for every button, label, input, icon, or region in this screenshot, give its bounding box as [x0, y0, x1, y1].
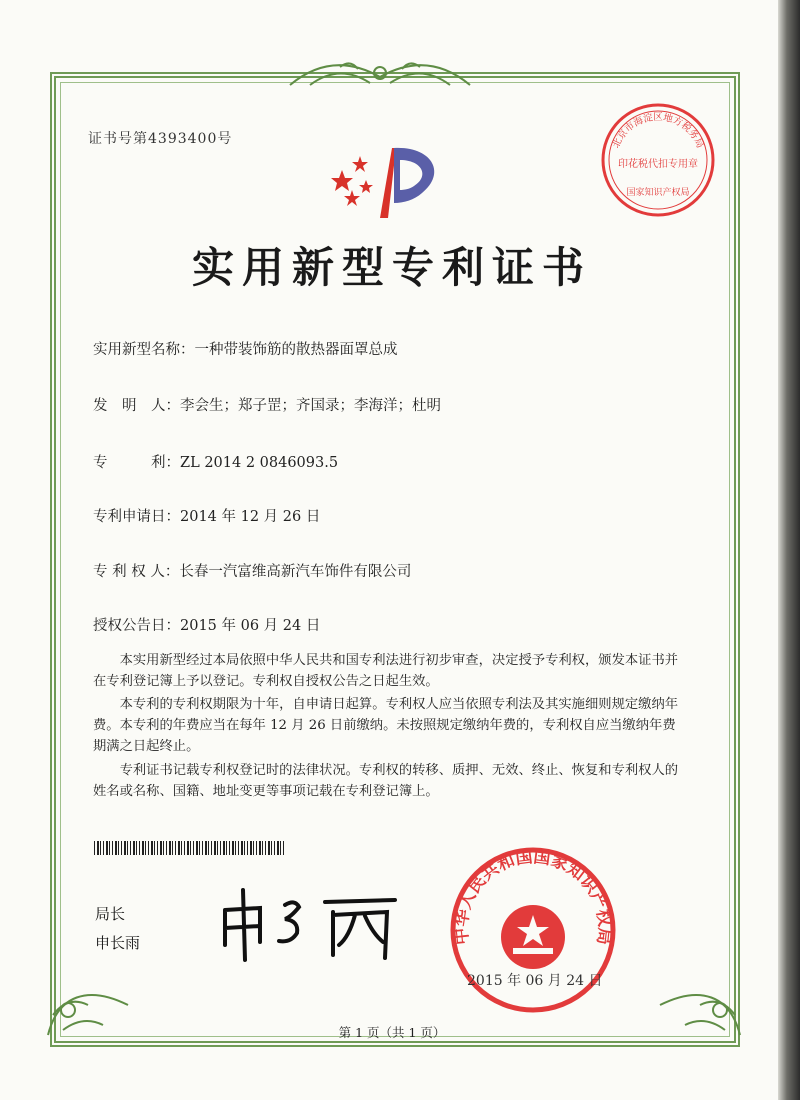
- grant-date-value: 2015 年 06 月 24 日: [180, 618, 321, 634]
- page-number: 第 1 页（共 1 页）: [338, 1025, 446, 1040]
- body-paragraph-3: [93, 760, 683, 802]
- filing-date-label: 专利申请日：: [93, 509, 180, 525]
- grant-date-label: 授权公告日：: [93, 618, 180, 634]
- tax-seal-arc-text: 北京市海淀区地方税务局: [610, 112, 706, 150]
- body-paragraph-1: [93, 650, 683, 692]
- field-utility-model-name: [93, 338, 398, 359]
- scan-edge: [778, 0, 800, 1100]
- top-ornament: [280, 55, 480, 95]
- body-paragraph-3-text: 专利证书记载专利权登记时的法律状况。专利权的转移、质押、无效、终止、恢复和专利权人的姓名或名称、国籍、地址变更等事项记载在专利登记簿上。: [93, 763, 679, 799]
- certificate-number: 证书号第4393400号: [88, 131, 233, 147]
- field-patent-number: [93, 451, 338, 472]
- director-title: 局长: [95, 905, 126, 923]
- director-signature: [215, 880, 405, 965]
- body-paragraph-2: [93, 694, 683, 757]
- utility-model-name-label: 实用新型名称：: [93, 342, 195, 358]
- big-seal-arc-text: 中华人民共和国国家知识产权局: [451, 847, 615, 946]
- field-filing-date: [93, 505, 320, 526]
- inventor-label: 发 明 人：: [93, 398, 180, 414]
- patent-number-label: 专 利：: [93, 455, 180, 471]
- tax-seal-bottom-text: 国家知识产权局: [626, 188, 690, 198]
- filing-date-value: 2014 年 12 月 26 日: [180, 509, 321, 525]
- tax-stamp-seal: [598, 100, 718, 220]
- field-patentee: [93, 560, 411, 581]
- barcode: [94, 841, 284, 855]
- patent-office-emblem: [322, 118, 462, 228]
- utility-model-name-value: 一种带装饰筋的散热器面罩总成: [194, 342, 398, 358]
- patentee-label: 专 利 权 人：: [93, 564, 180, 580]
- certificate-title: 实用新型专利证书: [191, 243, 592, 292]
- patent-number-value: ZL 2014 2 0846093.5: [180, 455, 339, 471]
- field-grant-date: [93, 614, 320, 635]
- inventor-value: 李会生；郑子罡；齐国录；李海洋；杜明: [180, 398, 441, 414]
- director-name: 申长雨: [95, 934, 141, 952]
- patentee-value: 长春一汽富维高新汽车饰件有限公司: [179, 564, 412, 580]
- body-paragraph-1-text: 本实用新型经过本局依照中华人民共和国专利法进行初步审查，决定授予专利权，颁发本证书并在专利登记簿上予以登记。专利权自授权公告之日起生效。: [93, 653, 679, 689]
- field-inventor: [93, 394, 441, 415]
- body-paragraph-2-text: 本专利的专利权期限为十年，自申请日起算。专利权人应当依照专利法及其实施细则规定缴纳年费。本专利的年费应当在每年 12 月 26 日前缴纳。未按照规定缴纳年费的，专利权自应当缴纳年费期满之日起终止。: [93, 697, 679, 754]
- tax-seal-center-text: 印花税代扣专用章: [618, 159, 698, 170]
- seal-date: 2015 年 06 月 24 日: [467, 973, 603, 989]
